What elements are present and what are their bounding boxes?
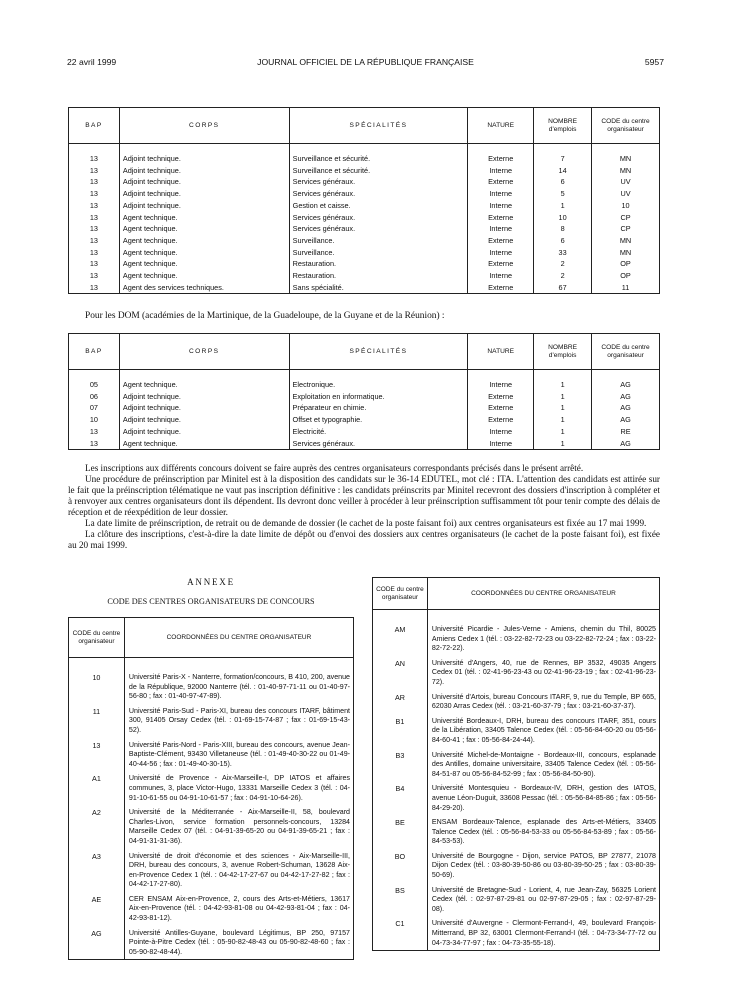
cell-nombre: 1	[534, 391, 592, 403]
col-specialites: SPÉCIALITÉS	[289, 108, 468, 144]
cell-nature: Externe	[468, 176, 534, 188]
cell-bap: 07	[69, 402, 120, 414]
cell-bap: 13	[69, 212, 120, 224]
cell-nature: Interne	[468, 426, 534, 438]
posts-table-body	[69, 144, 660, 294]
cell-specialite: Services généraux.	[289, 188, 468, 200]
cell-code: AG	[592, 402, 660, 414]
cell-nature: Externe	[468, 153, 534, 165]
cell-nature: Interne	[468, 200, 534, 212]
annex-title: ANNEXE	[187, 577, 235, 587]
cell-specialite: Restauration.	[289, 258, 468, 270]
cell-specialite: Services généraux.	[289, 212, 468, 224]
centre-address: Université d'Angers, 40, rue de Rennes, BP 3532, 49035 Angers Cedex 01 (tél. : 02-41-96-23-43 ou 02-41-96-23-19 ; fax : 02-41-96-23-72).	[427, 656, 659, 690]
cell-bap: 13	[69, 176, 120, 188]
centre-address: Université de la Méditerranée - Aix-Marseille-II, 58, boulevard Charles-Livon, service formation personnels-concours, 13284 Marseille Cedex 07 (tél. : 04-91-39-65-20 ou 04-91-39-65-21 ; fax : 04-91-31-31-36).	[124, 805, 353, 848]
cell-specialite: Surveillance et sécurité.	[289, 165, 468, 177]
cell-bap: 13	[69, 153, 120, 165]
cell-nombre: 10	[534, 212, 592, 224]
table-row	[69, 212, 660, 224]
cell-code: UV	[592, 188, 660, 200]
col-nombre: NOMBRE d'emplois	[534, 108, 592, 144]
list-item	[69, 670, 354, 704]
centre-code: AE	[69, 892, 125, 926]
col-corps: CORPS	[119, 334, 289, 370]
centre-code: AM	[373, 622, 428, 656]
centre-code: A1	[69, 771, 125, 805]
paragraph: Les inscriptions aux différents concours doivent se faire auprès des centres organisateurs correspondants précisés dans le présent arrêté.	[85, 463, 584, 473]
paragraph: Une procédure de préinscription par Minitel est à la disposition des candidats sur le 36-14 EDUTEL, mot clé : ITA. L'attention des candidats est attirée sur le fait que la préinscription télématique ne vaut pas inscription définitive : les candidats préinscrits par Minitel recevront des dossiers d'inscription à compléter et à renvoyer aux centres organisateurs dont ils dépendent. Ils devront donc veiller à procéder à leur préinscription suffisamment tôt pour tenir compte des délais de réception et de réexpédition de leur dossier.	[68, 474, 660, 517]
cell-specialite: Services généraux.	[289, 223, 468, 235]
cell-code: AG	[592, 379, 660, 391]
cell-bap: 13	[69, 247, 120, 259]
cell-code: MN	[592, 165, 660, 177]
centre-code: 13	[69, 738, 125, 772]
table-row	[69, 414, 660, 426]
col-code: CODE du centre organisateur	[592, 334, 660, 370]
cell-corps: Agent technique.	[119, 258, 289, 270]
cell-nombre: 6	[534, 235, 592, 247]
cell-corps: Agent des services techniques.	[119, 282, 289, 294]
cell-corps: Agent technique.	[119, 247, 289, 259]
dom-posts-table-body	[69, 370, 660, 450]
cell-nombre: 1	[534, 414, 592, 426]
centre-code: B1	[373, 714, 428, 748]
centre-address: Université d'Artois, bureau Concours ITARF, 9, rue du Temple, BP 665, 62030 Arras Cedex (tél. : 03-21-60-37-79 ; fax : 03-21-60-37-37).	[427, 690, 659, 714]
centre-address: Université Paris-Sud - Paris-XI, bureau des concours ITARF, bâtiment 300, 91405 Orsay Cedex (tél. : 01-69-15-74-87 ; fax : 01-69-15-43-52).	[124, 704, 353, 738]
header-journal-title: JOURNAL OFFICIEL DE LA RÉPUBLIQUE FRANÇAISE	[257, 57, 474, 67]
centre-code: BE	[373, 815, 428, 849]
centre-address: Université Picardie - Jules-Verne - Amiens, chemin du Thil, 80025 Amiens Cedex 1 (tél. : 03-22-82-72-23 ou 03-22-82-72-24 ; fax : 03-22-82-72-22).	[427, 622, 659, 656]
centres-left-body	[69, 658, 354, 960]
centre-address: Université de Bourgogne - Dijon, service PATOS, BP 27877, 21078 Dijon Cedex (tél. : 03-80-39-50-86 ou 03-80-39-50-25 ; fax : 03-80-39-50-69).	[427, 849, 659, 883]
centre-address: ENSAM Bordeaux-Talence, esplanade des Arts-et-Métiers, 33405 Talence Cedex (tél. : 05-56-84-53-33 ou 05-56-84-53-89 ; fax : 05-56-84-53-53).	[427, 815, 659, 849]
header-date: 22 avril 1999	[67, 57, 117, 67]
cell-nature: Externe	[468, 235, 534, 247]
cell-code: 10	[592, 200, 660, 212]
paragraph: La clôture des inscriptions, c'est-à-dire la date limite de dépôt ou d'envoi des dossiers aux centres organisateurs (le cachet de la poste faisant foi), est fixée au 20 mai 1999.	[68, 529, 660, 550]
col-nature: NATURE	[468, 334, 534, 370]
cell-corps: Agent technique.	[119, 212, 289, 224]
cell-corps: Adjoint technique.	[119, 391, 289, 403]
cell-nature: Externe	[468, 212, 534, 224]
cell-nature: Externe	[468, 258, 534, 270]
centre-address: CER ENSAM Aix-en-Provence, 2, cours des Arts-et-Métiers, 13617 Aix-en-Provence (tél. : 04-42-93-81-08 ou 04-42-93-81-04 ; fax : 04-42-93-81-12).	[124, 892, 353, 926]
table-row	[69, 188, 660, 200]
col-centre-coordinates: COORDONNÉES DU CENTRE ORGANISATEUR	[427, 578, 659, 610]
cell-bap: 13	[69, 270, 120, 282]
cell-specialite: Gestion et caisse.	[289, 200, 468, 212]
centres-table-left	[68, 617, 354, 960]
cell-corps: Adjoint technique.	[119, 426, 289, 438]
centre-code: AG	[69, 926, 125, 960]
centre-code: A2	[69, 805, 125, 848]
table-row	[69, 258, 660, 270]
list-item	[69, 849, 354, 892]
col-bap: BAP	[69, 334, 120, 370]
cell-specialite: Restauration.	[289, 270, 468, 282]
centre-code: C1	[373, 916, 428, 950]
cell-nature: Externe	[468, 282, 534, 294]
cell-corps: Adjoint technique.	[119, 153, 289, 165]
cell-nombre: 5	[534, 188, 592, 200]
col-nature: NATURE	[468, 108, 534, 144]
posts-table	[68, 107, 660, 294]
centre-code: AN	[373, 656, 428, 690]
cell-corps: Adjoint technique.	[119, 402, 289, 414]
cell-corps: Adjoint technique.	[119, 165, 289, 177]
table-row	[69, 153, 660, 165]
cell-corps: Agent technique.	[119, 438, 289, 450]
cell-nature: Interne	[468, 438, 534, 450]
table-row	[69, 223, 660, 235]
col-centre-coordinates: COORDONNÉES DU CENTRE ORGANISATEUR	[124, 618, 353, 658]
cell-corps: Adjoint technique.	[119, 200, 289, 212]
cell-specialite: Offset et typographie.	[289, 414, 468, 426]
centre-address: Université de droit d'économie et des sciences - Aix-Marseille-III, DRH, bureau des concours, 3, avenue Robert-Schuman, 13628 Aix-en-Provence Cedex 1 (tél. : 04-42-17-27-67 ou 04-42-17-27-82 ; fax : 04-42-17-27-80).	[124, 849, 353, 892]
list-item	[373, 690, 660, 714]
centre-code: 11	[69, 704, 125, 738]
cell-nature: Externe	[468, 414, 534, 426]
cell-nature: Interne	[468, 270, 534, 282]
cell-bap: 13	[69, 165, 120, 177]
centres-right-body	[373, 610, 660, 951]
cell-corps: Agent technique.	[119, 379, 289, 391]
table-row	[69, 270, 660, 282]
cell-code: AG	[592, 438, 660, 450]
table-row	[69, 176, 660, 188]
cell-code: MN	[592, 247, 660, 259]
table-row	[69, 426, 660, 438]
cell-nombre: 8	[534, 223, 592, 235]
cell-specialite: Surveillance.	[289, 247, 468, 259]
centre-code: BO	[373, 849, 428, 883]
cell-code: 11	[592, 282, 660, 294]
centres-table-right	[372, 577, 660, 951]
cell-nombre: 67	[534, 282, 592, 294]
centre-address: Université Antilles-Guyane, boulevard Légitimus, BP 250, 97157 Pointe-à-Pitre Cedex (tél. : 05-90-82-48-43 ou 05-90-82-48-60 ; fax : 05-90-82-48-44).	[124, 926, 353, 960]
cell-nombre: 7	[534, 153, 592, 165]
cell-specialite: Electronique.	[289, 379, 468, 391]
centre-code: B3	[373, 748, 428, 782]
cell-nature: Interne	[468, 165, 534, 177]
cell-nombre: 1	[534, 402, 592, 414]
cell-bap: 13	[69, 282, 120, 294]
cell-specialite: Surveillance et sécurité.	[289, 153, 468, 165]
table-row	[69, 235, 660, 247]
cell-nombre: 1	[534, 426, 592, 438]
list-item	[69, 771, 354, 805]
cell-code: AG	[592, 391, 660, 403]
list-item	[373, 748, 660, 782]
cell-nombre: 14	[534, 165, 592, 177]
centre-code: AR	[373, 690, 428, 714]
cell-code: UV	[592, 176, 660, 188]
cell-bap: 13	[69, 200, 120, 212]
body-text	[68, 463, 660, 551]
cell-corps: Adjoint technique.	[119, 176, 289, 188]
cell-nature: Interne	[468, 223, 534, 235]
cell-bap: 13	[69, 223, 120, 235]
centre-address: Université Montesquieu - Bordeaux-IV, DRH, gestion des IATOS, avenue Léon-Duguit, 33608 Pessac (tél. : 05-56-84-85-86 ; fax : 05-56-84-29-20).	[427, 781, 659, 815]
list-item	[69, 704, 354, 738]
list-item	[373, 916, 660, 950]
centre-address: Université Michel-de-Montaigne - Bordeaux-III, concours, esplanade des Antilles, domaine universitaire, 33405 Talence Cedex (tél. : 05-56-84-51-87 ou 05-56-84-52-99 ; fax : 05-56-84-50-90).	[427, 748, 659, 782]
cell-corps: Adjoint technique.	[119, 414, 289, 426]
cell-code: MN	[592, 235, 660, 247]
table-row	[69, 391, 660, 403]
col-centre-code: CODE du centre organisateur	[69, 618, 125, 658]
cell-nombre: 33	[534, 247, 592, 259]
list-item	[373, 656, 660, 690]
list-item	[373, 815, 660, 849]
list-item	[373, 781, 660, 815]
table-row	[69, 282, 660, 294]
centre-address: Université Paris-Nord - Paris-XIII, bureau des concours, avenue Jean-Baptiste-Clément, 93430 Villetaneuse (tél. : 01-49-40-30-22 ou 01-49-40-44-56 ; fax : 01-49-40-30-15).	[124, 738, 353, 772]
list-item	[373, 849, 660, 883]
cell-nature: Interne	[468, 379, 534, 391]
cell-corps: Adjoint technique.	[119, 188, 289, 200]
dom-intro: Pour les DOM (académies de la Martinique, de la Guadeloupe, de la Guyane et de la Réunion) :	[85, 311, 445, 321]
list-item	[373, 883, 660, 917]
cell-bap: 05	[69, 379, 120, 391]
dom-posts-table	[68, 333, 660, 450]
cell-bap: 06	[69, 391, 120, 403]
list-item	[69, 738, 354, 772]
col-specialites: SPÉCIALITÉS	[289, 334, 468, 370]
centre-address: Université d'Auvergne - Clermont-Ferrand-I, 49, boulevard François-Mitterrand, BP 32, 63001 Clermont-Ferrand-I (tél. : 04-73-34-77-72 ou 04-73-34-77-97 ; fax : 04-73-35-55-18).	[427, 916, 659, 950]
table-row	[69, 165, 660, 177]
cell-nature: Externe	[468, 391, 534, 403]
centre-address: Université de Bretagne-Sud - Lorient, 4, rue Jean-Zay, 56325 Lorient Cedex (tél. : 02-97-87-29-81 ou 02-97-87-29-05 ; fax : 02-97-87-29-08).	[427, 883, 659, 917]
centre-address: Université Bordeaux-I, DRH, bureau des concours ITARF, 351, cours de la Libération, 33405 Talence Cedex (tél. : 05-56-84-60-20 ou 05-56-84-60-41 ; fax : 05-56-84-24-44).	[427, 714, 659, 748]
centre-code: BS	[373, 883, 428, 917]
cell-specialite: Sans spécialité.	[289, 282, 468, 294]
centre-code: 10	[69, 670, 125, 704]
cell-corps: Agent technique.	[119, 223, 289, 235]
cell-nature: Externe	[468, 402, 534, 414]
cell-code: AG	[592, 414, 660, 426]
list-item	[69, 892, 354, 926]
list-item	[69, 805, 354, 848]
cell-specialite: Services généraux.	[289, 438, 468, 450]
cell-code: CP	[592, 223, 660, 235]
cell-bap: 13	[69, 188, 120, 200]
col-corps: CORPS	[119, 108, 289, 144]
table-row	[69, 379, 660, 391]
list-item	[69, 926, 354, 960]
table-row	[69, 247, 660, 259]
cell-nombre: 1	[534, 200, 592, 212]
table-row	[69, 200, 660, 212]
cell-nature: Interne	[468, 247, 534, 259]
list-item	[373, 622, 660, 656]
cell-nombre: 1	[534, 438, 592, 450]
cell-specialite: Surveillance.	[289, 235, 468, 247]
cell-bap: 10	[69, 414, 120, 426]
cell-bap: 13	[69, 235, 120, 247]
cell-specialite: Exploitation en informatique.	[289, 391, 468, 403]
cell-specialite: Services généraux.	[289, 176, 468, 188]
table-row	[69, 402, 660, 414]
cell-code: CP	[592, 212, 660, 224]
cell-code: MN	[592, 153, 660, 165]
cell-nombre: 2	[534, 258, 592, 270]
table-row	[69, 438, 660, 450]
cell-specialite: Electricité.	[289, 426, 468, 438]
cell-specialite: Préparateur en chimie.	[289, 402, 468, 414]
cell-nombre: 2	[534, 270, 592, 282]
cell-corps: Agent technique.	[119, 235, 289, 247]
centre-address: Université de Provence - Aix-Marseille-I, DP IATOS et affaires communes, 3, place Victor-Hugo, 13331 Marseille Cedex 3 (tél. : 04-91-10-61-55 ou 04-91-10-61-57 ; fax : 04-91-10-64-26).	[124, 771, 353, 805]
cell-code: RE	[592, 426, 660, 438]
cell-bap: 13	[69, 258, 120, 270]
cell-nombre: 6	[534, 176, 592, 188]
cell-nature: Interne	[468, 188, 534, 200]
col-centre-code: CODE du centre organisateur	[373, 578, 428, 610]
cell-bap: 13	[69, 438, 120, 450]
annex-subtitle: CODE DES CENTRES ORGANISATEURS DE CONCOURS	[107, 597, 315, 606]
col-bap: BAP	[69, 108, 120, 144]
header-page-number: 5957	[644, 57, 664, 67]
centre-code: A3	[69, 849, 125, 892]
cell-code: OP	[592, 270, 660, 282]
cell-code: OP	[592, 258, 660, 270]
col-code: CODE du centre organisateur	[592, 108, 660, 144]
list-item	[373, 714, 660, 748]
cell-nombre: 1	[534, 379, 592, 391]
centre-address: Université Paris-X - Nanterre, formation/concours, B 410, 200, avenue de la République, 92000 Nanterre (tél. : 01-40-97-71-11 ou 01-40-97-56-80 ; fax : 01-40-97-47-89).	[124, 670, 353, 704]
col-nombre: NOMBRE d'emplois	[534, 334, 592, 370]
cell-corps: Agent technique.	[119, 270, 289, 282]
paragraph: La date limite de préinscription, de retrait ou de demande de dossier (le cachet de la poste faisant foi) aux centres organisateurs est fixée au 17 mai 1999.	[85, 518, 647, 528]
centre-code: B4	[373, 781, 428, 815]
cell-bap: 13	[69, 426, 120, 438]
